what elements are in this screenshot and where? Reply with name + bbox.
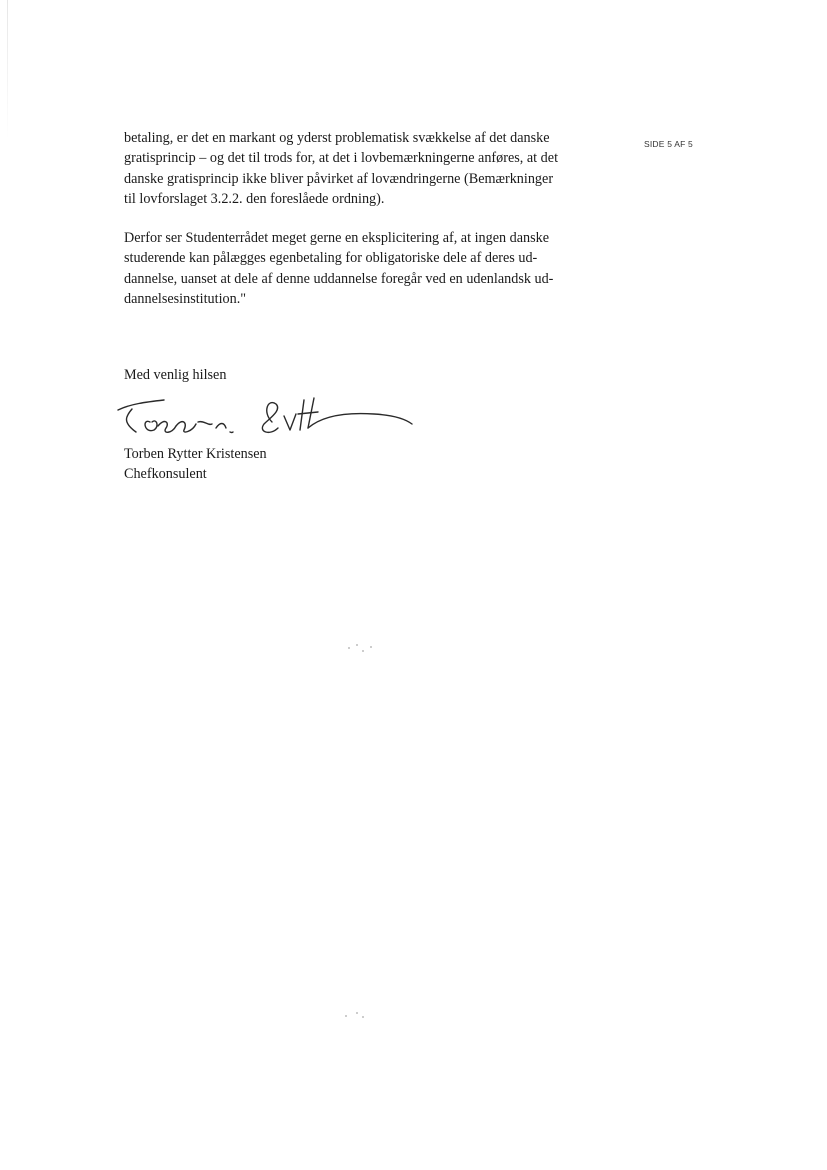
paragraph-2-line: Derfor ser Studenterrådet meget gerne en eksplicitering af, at ingen danske [124, 230, 550, 246]
paragraph-2-line: dannelsesinstitution." [124, 291, 247, 308]
scan-speck [362, 650, 364, 652]
paragraph-2-line: dannelse, uanset at dele af denne uddannelse foregår ved en udenlandsk ud- [124, 270, 554, 287]
paragraph-2 [124, 228, 614, 310]
scan-speck [356, 1012, 358, 1014]
closing-salutation: Med venlig hilsen [124, 367, 227, 383]
paragraph-1-line: til lovforslaget 3.2.2. den foreslåede ordning). [124, 191, 385, 208]
paragraph-1 [124, 128, 614, 210]
scan-speck [345, 1015, 347, 1017]
scan-speck [370, 646, 372, 648]
paragraph-1-line: betaling, er det en markant og yderst problematisk svækkelse af det danske [124, 130, 550, 146]
paragraph-1-line: gratisprincip – og det til trods for, at det i lovbemærkningerne anføres, at det [124, 150, 559, 167]
scan-speck [348, 647, 350, 649]
scan-edge [7, 0, 8, 140]
signatory-title: Chefkonsulent [124, 466, 207, 482]
signatory-name: Torben Rytter Kristensen [124, 446, 267, 462]
scan-speck [356, 644, 358, 646]
handwritten-signature [112, 392, 417, 444]
paragraph-2-line: studerende kan pålægges egenbetaling for obligatoriske dele af deres ud- [124, 250, 538, 267]
scan-speck [362, 1016, 364, 1018]
page-number: SIDE 5 AF 5 [644, 139, 693, 149]
paragraph-1-line: danske gratisprincip ikke bliver påvirket af lovændringerne (Bemærkninger [124, 170, 554, 187]
